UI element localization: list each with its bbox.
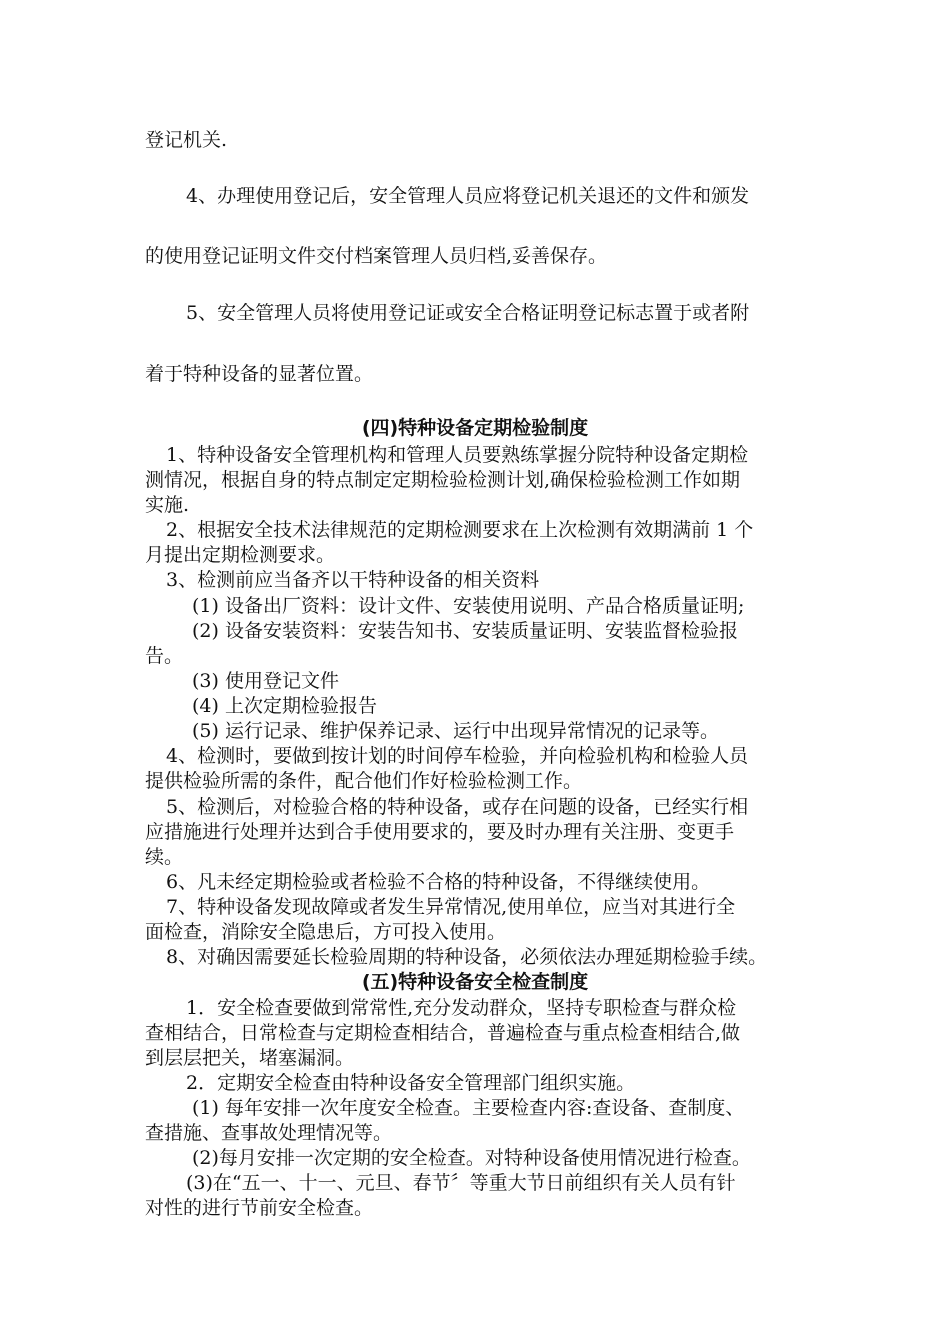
section-four-heading: (四)特种设备定期检验制度: [361, 417, 589, 439]
paragraph-line: 2、根据安全技术法律规范的定期检测要求在上次检测有效期满前 1 个: [166, 519, 754, 541]
paragraph-line: (2)每月安排一次定期的安全检查。对特种设备使用情况进行检查。: [192, 1147, 751, 1169]
paragraph-line: (1) 每年安排一次年度安全检查。主要检查内容:查设备、查制度、: [192, 1097, 745, 1119]
paragraph-line: 7、特种设备发现故障或者发生异常情况,使用单位，应当对其进行全: [166, 896, 736, 918]
paragraph-line: (2) 设备安装资料：安装告知书、安装质量证明、安装监督检验报: [192, 620, 738, 642]
paragraph-line: 4、检测时，要做到按计划的时间停车检验，并向检验机构和检验人员: [166, 745, 749, 767]
paragraph-line: 6、凡未经定期检验或者检验不合格的特种设备，不得继续使用。: [166, 871, 711, 893]
paragraph-line: 4、办理使用登记后，安全管理人员应将登记机关退还的文件和颁发: [186, 185, 750, 207]
paragraph-line: 告。: [145, 645, 184, 667]
paragraph-line: 登记机关.: [145, 129, 228, 151]
paragraph-line: 1、特种设备安全管理机构和管理人员要熟练掌握分院特种设备定期检: [166, 444, 749, 466]
paragraph-line: 的使用登记证明文件交付档案管理人员归档,妥善保存。: [145, 245, 608, 267]
paragraph-line: 8、对确因需要延长检验周期的特种设备，必须依法办理延期检验手续。: [166, 946, 768, 968]
paragraph-line: 实施.: [145, 494, 190, 516]
paragraph-line: 到层层把关，堵塞漏洞。: [145, 1047, 355, 1069]
paragraph-line: (4) 上次定期检验报告: [192, 695, 377, 717]
paragraph-line: 月提出定期检测要求。: [145, 544, 336, 566]
paragraph-line: 面检查，消除安全隐患后，方可投入使用。: [145, 921, 507, 943]
paragraph-line: 提供检验所需的条件，配合他们作好检验检测工作。: [145, 770, 583, 792]
paragraph-line: (1) 设备出厂资料：设计文件、安装使用说明、产品合格质量证明;: [192, 595, 745, 617]
paragraph-line: 查措施、查事故处理情况等。: [145, 1122, 393, 1144]
paragraph-line: 3、检测前应当备齐以干特种设备的相关资料: [166, 569, 540, 591]
paragraph-line: 5、检测后，对检验合格的特种设备，或存在问题的设备，已经实行相: [166, 796, 749, 818]
paragraph-line: 2．定期安全检查由特种设备安全管理部门组织实施。: [186, 1072, 636, 1094]
paragraph-line: 1．安全检查要做到常常性,充分发动群众，坚持专职检查与群众检: [186, 997, 737, 1019]
paragraph-line: 续。: [145, 846, 184, 868]
paragraph-line: (3)在“五一、十一、元旦、春节〞等重大节日前组织有关人员有针: [186, 1172, 736, 1194]
paragraph-line: 测情况，根据自身的特点制定定期检验检测计划,确保检验检测工作如期: [145, 469, 741, 491]
paragraph-line: 查相结合，日常检查与定期检查相结合，普遍检查与重点检查相结合,做: [145, 1022, 741, 1044]
paragraph-line: (3) 使用登记文件: [192, 670, 339, 692]
paragraph-line: (5) 运行记录、维护保养记录、运行中出现异常情况的记录等。: [192, 720, 719, 742]
paragraph-line: 着于特种设备的显著位置。: [145, 363, 374, 385]
paragraph-line: 5、安全管理人员将使用登记证或安全合格证明登记标志置于或者附: [186, 302, 750, 324]
section-five-heading: (五)特种设备安全检查制度: [361, 971, 589, 993]
paragraph-line: 应措施进行处理并达到合手使用要求的，要及时办理有关注册、变更手: [145, 821, 735, 843]
paragraph-line: 对性的进行节前安全检查。: [145, 1197, 374, 1219]
